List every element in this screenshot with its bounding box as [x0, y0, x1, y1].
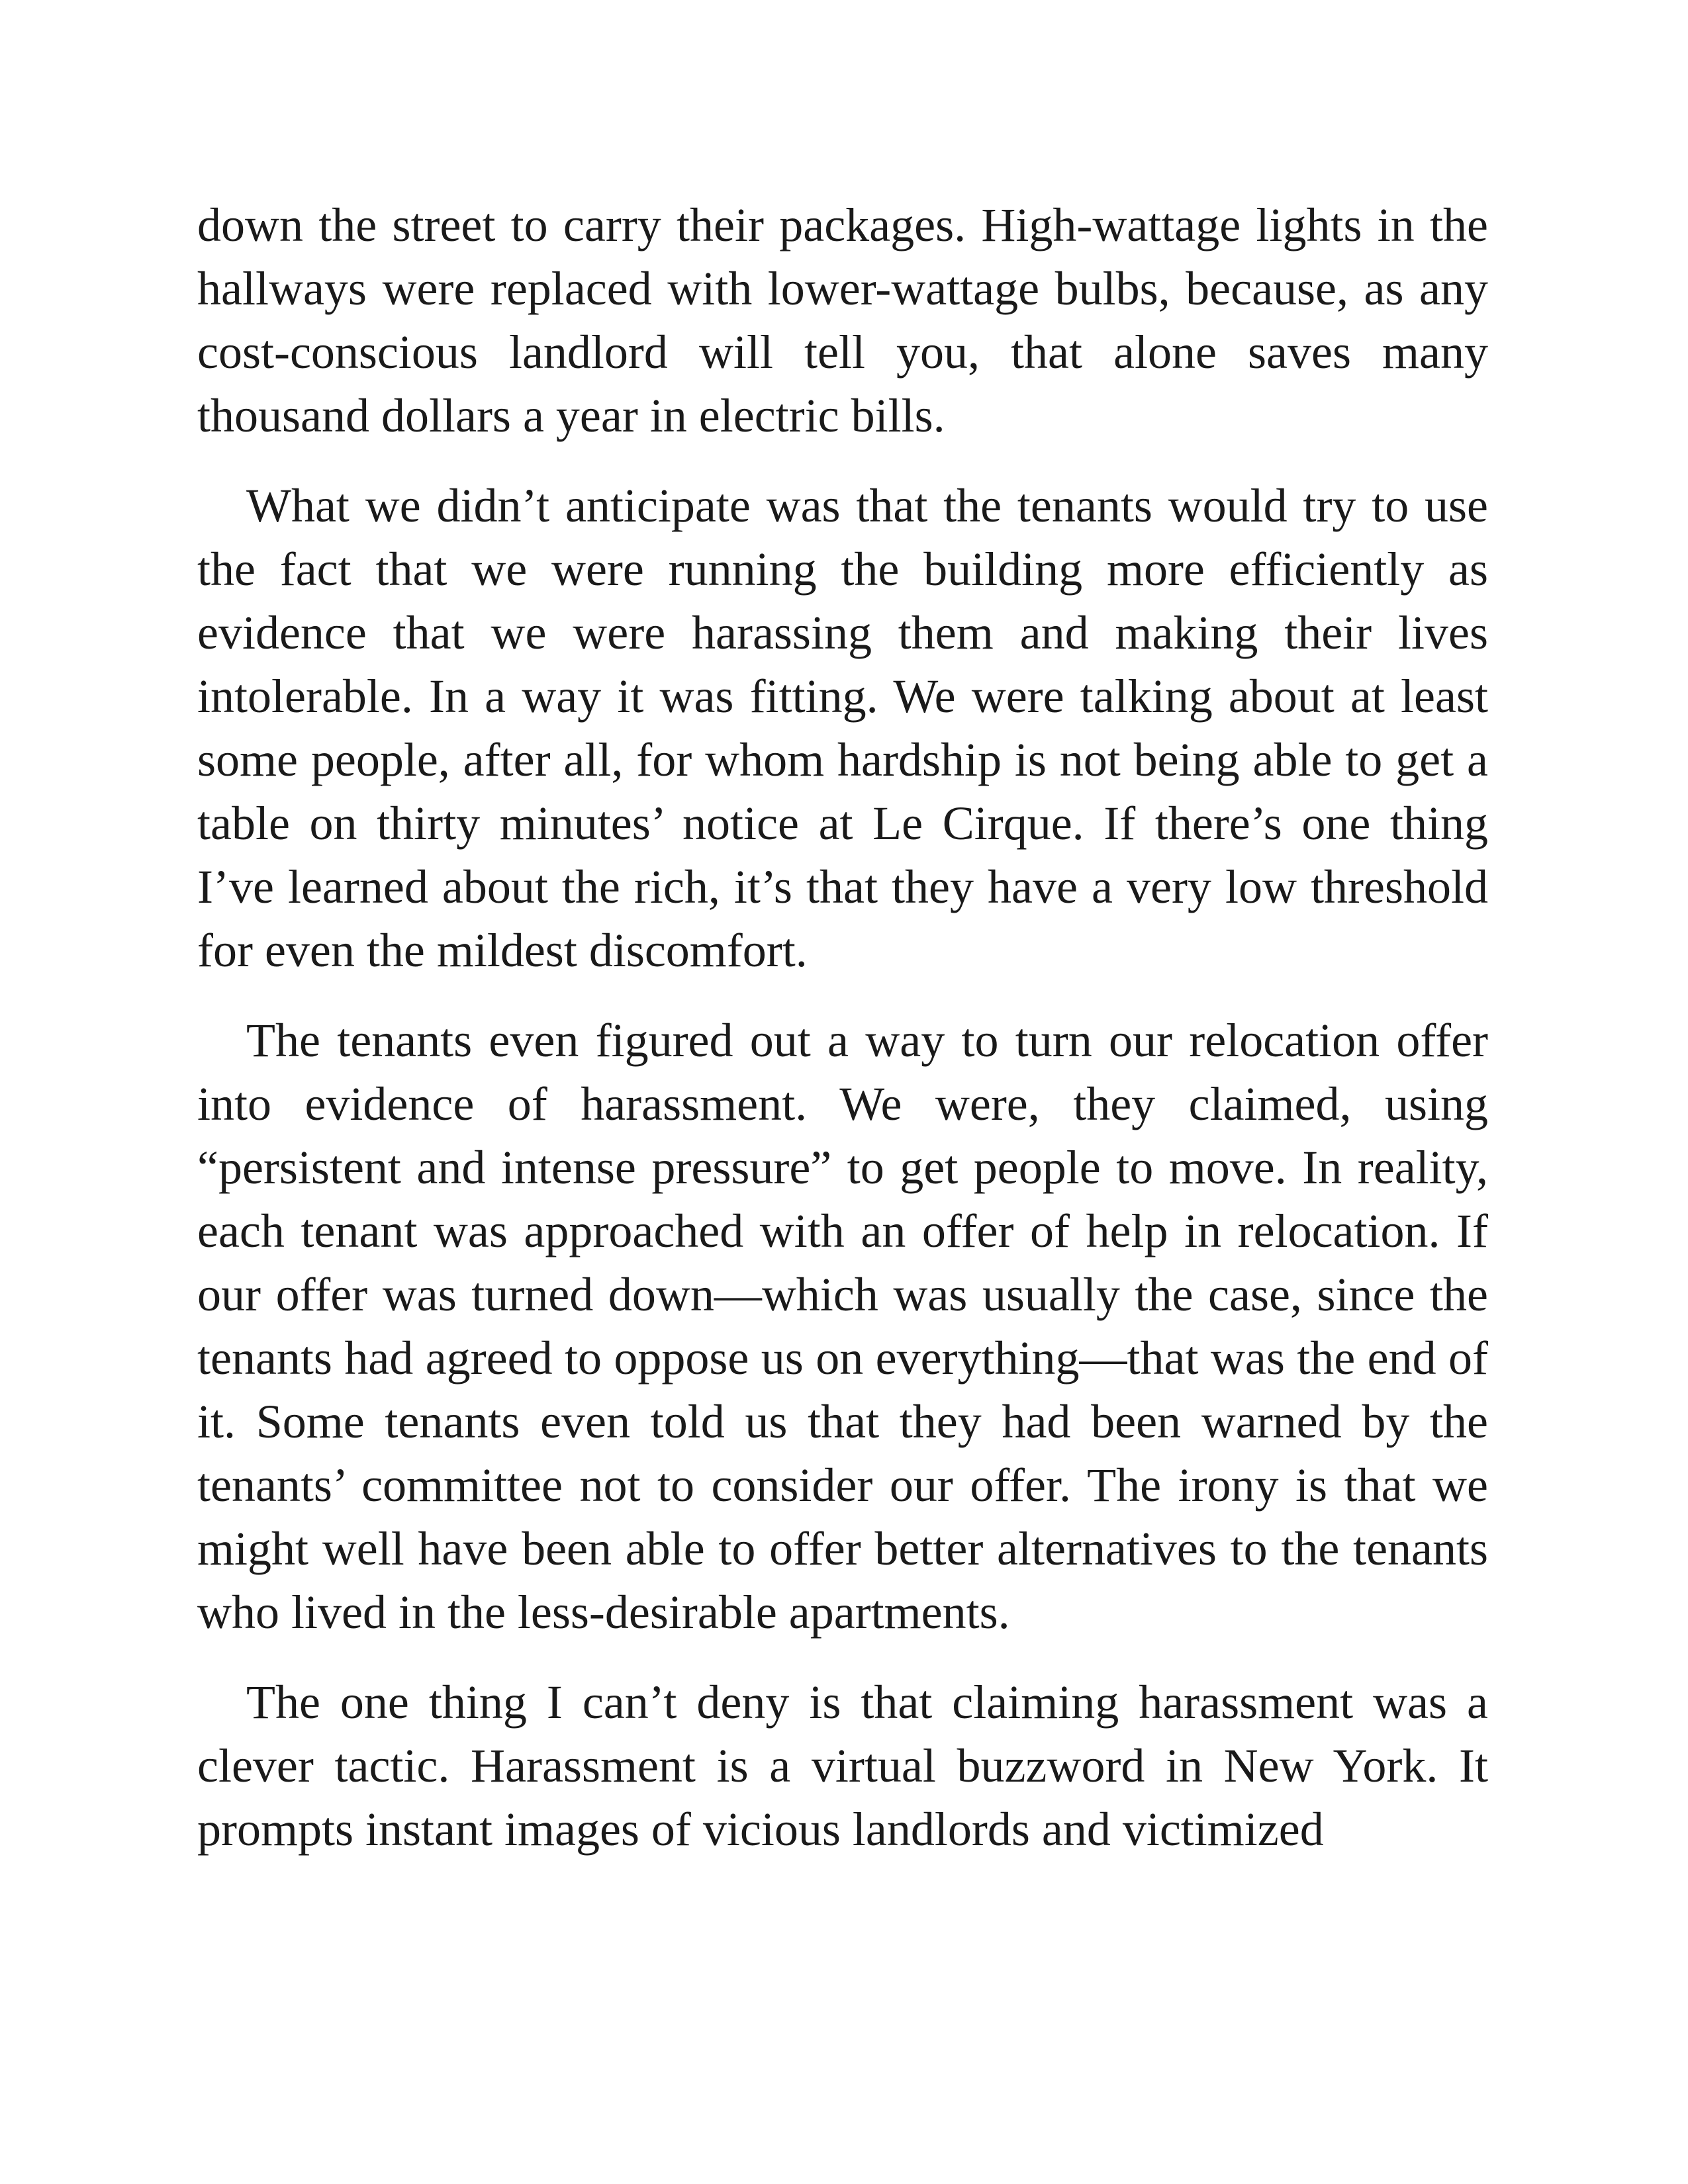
paragraph-4: The one thing I can’t deny is that claiming harassment was a clever tactic. Harassment is a virtual buzzword in New York. It prompts instant images of vicious landlords and victimized — [197, 1676, 1488, 1856]
paragraph-2: What we didn’t anticipate was that the tenants would try to use the fact that we were running the building more efficiently as evidence that we were harassing them and making their lives intolerable. In a way it was fitting. We were talking about at least some people, after all, for whom hardship is not being able to get a table on thirty minutes’ notice at Le Cirque. If there’s one thing I’ve learned about the rich, it’s that they have a very low threshold for even the mildest discomfort. — [197, 479, 1488, 977]
page-body — [197, 193, 1488, 1888]
paragraph-3: The tenants even figured out a way to turn our relocation offer into evidence of harassment. We were, they claimed, using “persistent and intense pressure” to get people to move. In reality, each tenant was approached with an offer of help in relocation. If our offer was turned down—which was usually the case, since the tenants had agreed to oppose us on everything—that was the end of it. Some tenants even told us that they had been warned by the tenants’ committee not to consider our offer. The irony is that we might well have been able to offer better alternatives to the tenants who lived in the less-desirable apartments. — [197, 1014, 1488, 1639]
paragraph-1: down the street to carry their packages. High-wattage lights in the hallways were replaced with lower-wattage bulbs, because, as any cost-conscious landlord will tell you, that alone saves many thousand dollars a year in electric bills. — [197, 199, 1488, 442]
